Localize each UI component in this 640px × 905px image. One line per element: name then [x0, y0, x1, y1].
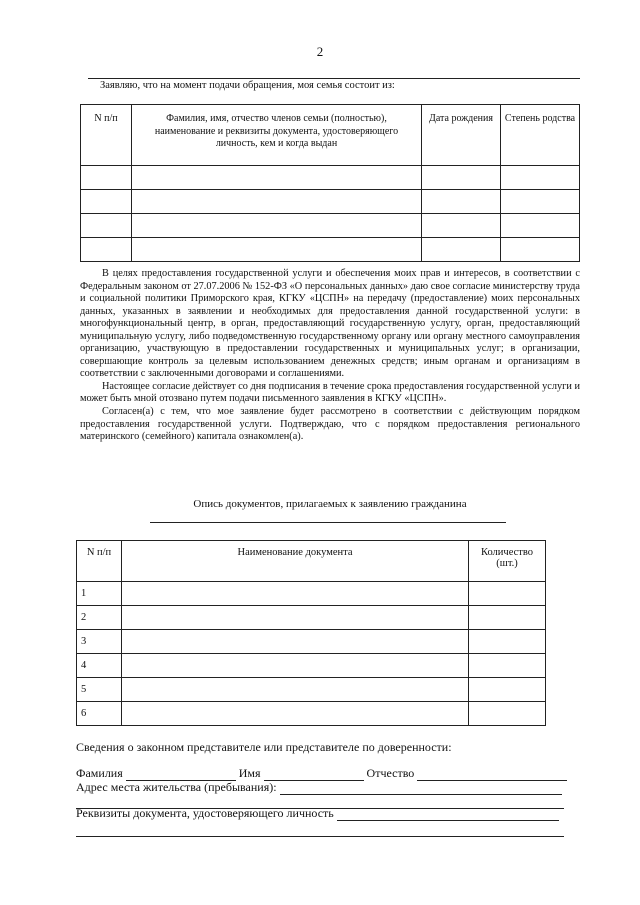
document-field-continuation[interactable]	[76, 836, 564, 837]
table-row	[81, 214, 580, 238]
documents-table	[76, 540, 546, 726]
family-table	[80, 104, 580, 262]
consent-paragraph: В целях предоставления государственной услуги и обеспечения моих прав и интересов, в соответствии с Федеральным законом от 27.07.2006 № 152-ФЗ «О персональных данных» даю свое согласие министерству труда и социальной политики Приморского края, КГКУ «ЦСПН» на передачу (предоставление) моих персональных данных, указанных в заявлении и необходимых для предоставления данной государственной услуги: в многофункциональный центр, в орган, предоставляющий государственную услугу, орган, предоставляющий муниципальную услугу, либо подведомственную государственному органу или органу местного самоуправления организацию, участвующую в предоставлении государственных и муниципальных услуг; в организации, совершающие контроль за целевым использованием денежных средств; иным органам и организациям в соответствии с заключенными договорами и соглашениями.	[80, 268, 580, 380]
document-name-cell[interactable]	[122, 654, 469, 678]
inventory-title: Опись документов, прилагаемых к заявлению гражданина	[193, 498, 467, 510]
document-label: Реквизиты документа, удостоверяющего личность	[76, 806, 334, 820]
address-field[interactable]	[280, 782, 562, 795]
row-number: 4	[77, 654, 122, 678]
table-cell[interactable]	[422, 238, 501, 262]
document-name-cell[interactable]	[122, 702, 469, 726]
table-row	[77, 582, 546, 606]
family-col-birthdate: Дата рождения	[422, 105, 501, 166]
table-cell[interactable]	[81, 238, 132, 262]
representative-address-row	[76, 780, 576, 795]
table-row	[77, 630, 546, 654]
table-cell[interactable]	[132, 238, 422, 262]
table-row	[81, 190, 580, 214]
family-table-header	[81, 105, 580, 166]
representative-document-row	[76, 806, 576, 821]
quantity-cell[interactable]	[469, 582, 546, 606]
row-number: 5	[77, 678, 122, 702]
document-name-cell[interactable]	[122, 582, 469, 606]
table-cell[interactable]	[81, 166, 132, 190]
row-number: 2	[77, 606, 122, 630]
table-cell[interactable]	[422, 190, 501, 214]
table-cell[interactable]	[81, 190, 132, 214]
family-col-relation: Степень родства	[501, 105, 580, 166]
table-cell[interactable]	[132, 190, 422, 214]
table-cell[interactable]	[422, 214, 501, 238]
representative-heading: Сведения о законном представителе или представителе по доверенности:	[76, 740, 452, 754]
row-number: 3	[77, 630, 122, 654]
docs-col-name: Наименование документа	[122, 541, 469, 582]
family-col-number: N п/п	[81, 105, 132, 166]
representative-name-row	[76, 766, 576, 781]
first-name-label: Имя	[238, 766, 261, 780]
address-label: Адрес места жительства (пребывания):	[76, 780, 277, 794]
quantity-cell[interactable]	[469, 606, 546, 630]
page-number: 2	[316, 44, 324, 59]
table-cell[interactable]	[422, 166, 501, 190]
row-number: 1	[77, 582, 122, 606]
document-name-cell[interactable]	[122, 606, 469, 630]
table-cell[interactable]	[501, 166, 580, 190]
table-row	[77, 654, 546, 678]
table-cell[interactable]	[501, 214, 580, 238]
table-row	[77, 678, 546, 702]
family-intro: Заявляю, что на момент подачи обращения, моя семья состоит из:	[100, 80, 395, 91]
table-cell[interactable]	[132, 214, 422, 238]
table-cell[interactable]	[81, 214, 132, 238]
documents-table-header	[77, 541, 546, 582]
table-row	[77, 702, 546, 726]
document-name-cell[interactable]	[122, 678, 469, 702]
table-cell[interactable]	[501, 190, 580, 214]
row-number: 6	[77, 702, 122, 726]
quantity-cell[interactable]	[469, 702, 546, 726]
surname-label: Фамилия	[76, 766, 123, 780]
table-row	[81, 166, 580, 190]
table-row	[81, 238, 580, 262]
docs-col-quantity: Количество (шт.)	[469, 541, 546, 582]
document-field[interactable]	[337, 808, 559, 821]
quantity-cell[interactable]	[469, 654, 546, 678]
table-row	[77, 606, 546, 630]
document-name-cell[interactable]	[122, 630, 469, 654]
consent-text	[80, 268, 580, 444]
table-cell[interactable]	[501, 238, 580, 262]
quantity-cell[interactable]	[469, 678, 546, 702]
docs-col-number: N п/п	[77, 541, 122, 582]
consent-paragraph: Согласен(а) с тем, что мое заявление будет рассмотрено в соответствии с действующим порядком предоставления государственной услуги. Подтверждаю, что с порядком предоставления регионального материнского (семейного) капитала ознакомлен(а).	[80, 406, 580, 443]
patronymic-label: Отчество	[366, 766, 415, 780]
divider	[88, 78, 580, 79]
family-col-fullname: Фамилия, имя, отчество членов семьи (полностью), наименование и реквизиты документа, удостоверяющего личность, кем и когда выдан	[132, 105, 422, 166]
table-cell[interactable]	[132, 166, 422, 190]
quantity-cell[interactable]	[469, 630, 546, 654]
divider	[150, 522, 506, 523]
consent-paragraph: Настоящее согласие действует со дня подписания в течение срока предоставления государственной услуги и может быть мной отозвано путем подачи письменного заявления в КГКУ «ЦСПН».	[80, 380, 580, 405]
